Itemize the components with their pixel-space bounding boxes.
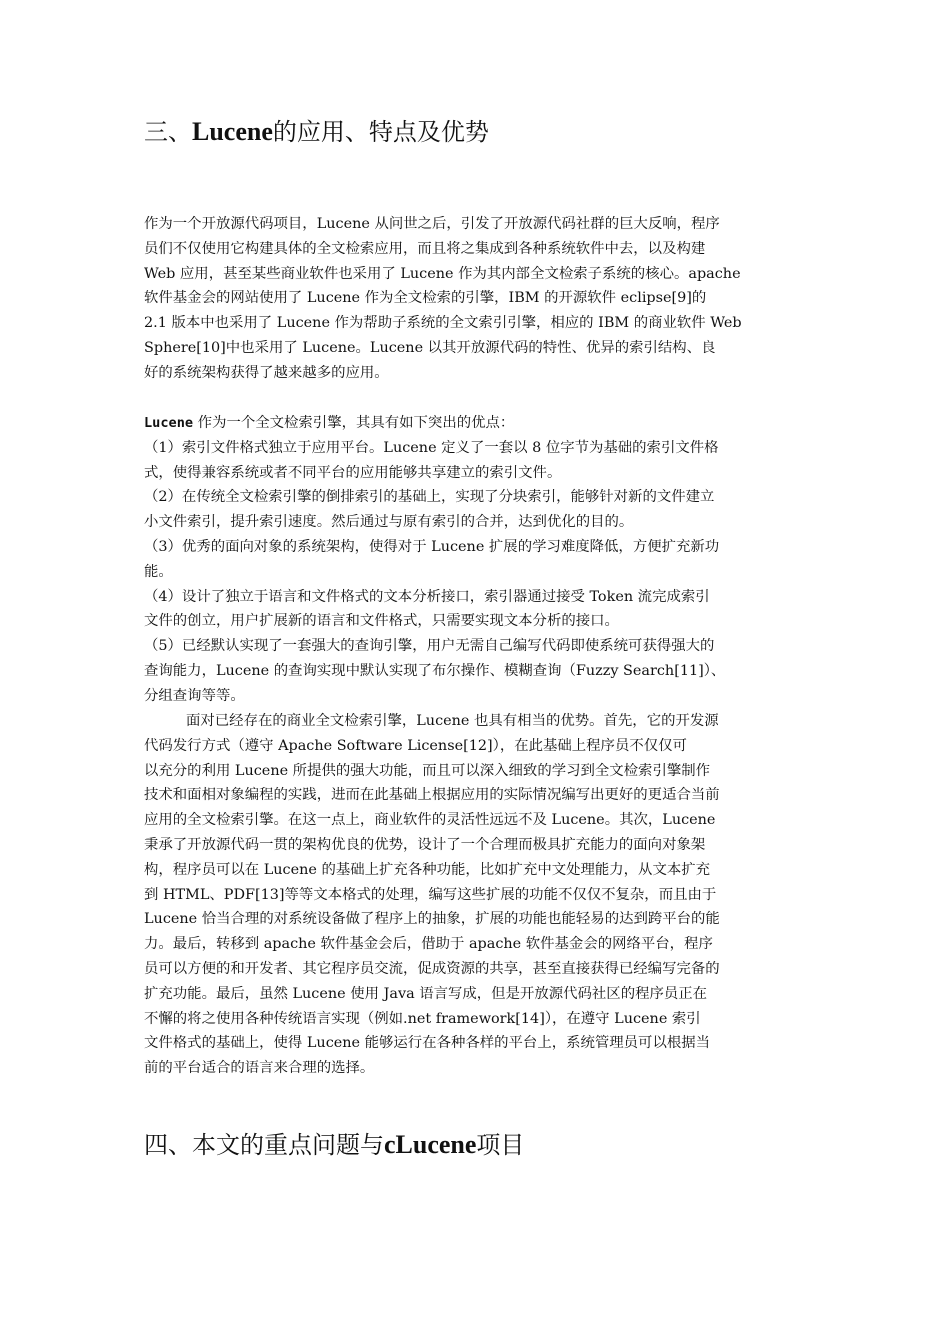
advantage-item-line: 文件的创立，用户扩展新的语言和文件格式，只需要实现文本分析的接口。 xyxy=(144,613,619,630)
advantage-item-line: （4）设计了独立于语言和文件格式的文本分析接口，索引器通过接受 Token 流完成索引 xyxy=(144,588,710,605)
section-heading-3 xyxy=(144,116,489,148)
advantages-intro xyxy=(144,411,808,436)
paragraph-line: Lucene 恰当合理的对系统设备做了程序上的抽象，扩展的功能也能轻易的达到跨平台的能 xyxy=(144,911,720,928)
paragraph-line: 员可以方便的和开发者、其它程序员交流，促成资源的共享，甚至直接获得已经编写完备的 xyxy=(144,960,720,977)
advantage-item-line: （5）已经默认实现了一套强大的查询引擎，用户无需自己编写代码即使系统可获得强大的 xyxy=(144,638,715,655)
section-3-title-latin: Lucene xyxy=(192,117,273,146)
advantage-item-line: 小文件索引，提升索引速度。然后通过与原有索引的合并，达到优化的目的。 xyxy=(144,514,634,531)
advantage-item-line: （2）在传统全文检索引擎的倒排索引的基础上，实现了分块索引，能够针对新的文件建立 xyxy=(144,489,715,506)
paragraph-line: 到 HTML、PDF[13]等等文本格式的处理，编写这些扩展的功能不仅仅不复杂，而且由于 xyxy=(144,886,717,903)
advantages-intro-text: 作为一个全文检索引擎，其具有如下突出的优点： xyxy=(193,415,515,431)
paragraph-line: Sphere[10]中也采用了 Lucene。Lucene 以其开放源代码的特性、优异的索引结构、良 xyxy=(144,339,716,356)
advantage-item-line: 式，使得兼容系统或者不同平台的应用能够共享建立的索引文件。 xyxy=(144,464,562,481)
advantage-item-line: （1）索引文件格式独立于应用平台。Lucene 定义了一套以 8 位字节为基础的索引文件格 xyxy=(144,439,719,456)
section-4-prefix: 四、本文的重点问题与 xyxy=(144,1131,384,1159)
paragraph-line: 不懈的将之使用各种传统语言实现（例如.net framework[14]），在遵守 Lucene 索引 xyxy=(144,1010,701,1027)
advantage-item-line: 查询能力，Lucene 的查询实现中默认实现了布尔操作、模糊查询（Fuzzy Search[11]）、 xyxy=(144,662,726,679)
paragraph-line: 以充分的利用 Lucene 所提供的强大功能，而且可以深入细致的学习到全文检索引擎制作 xyxy=(144,762,711,779)
paragraph-line: 扩充功能。最后，虽然 Lucene 使用 Java 语言写成，但是开放源代码社区的程序员正在 xyxy=(144,985,708,1002)
paragraph-line: 作为一个开放源代码项目，Lucene 从问世之后，引发了开放源代码社群的巨大反响，程序 xyxy=(144,216,720,232)
paragraph-lucene-applications xyxy=(144,212,808,386)
paragraph-line: 2.1 版本中也采用了 Lucene 作为帮助子系统的全文索引引擎，相应的 IBM 的商业软件 Web xyxy=(144,315,742,332)
paragraph-line: 前的平台适合的语言来合理的选择。 xyxy=(144,1060,375,1077)
paragraph-line: 秉承了开放源代码一贯的架构优良的优势，设计了一个合理而极具扩充能力的面向对象架 xyxy=(144,836,706,853)
paragraph-line: 好的系统架构获得了越来越多的应用。 xyxy=(144,364,389,381)
paragraph-line: 代码发行方式（遵守 Apache Software License[12]），在此基础上程序员不仅仅可 xyxy=(144,737,687,754)
paragraph-lucene-advantages xyxy=(144,411,808,709)
advantage-item-line: 能。 xyxy=(144,563,173,580)
paragraph-line: 构，程序员可以在 Lucene 的基础上扩充各种功能，比如扩充中文处理能力，从文本扩充 xyxy=(144,861,711,878)
section-3-number: 三、 xyxy=(144,118,192,146)
paragraph-line: Web 应用，甚至某些商业软件也采用了 Lucene 作为其内部全文检索子系统的核心。apache xyxy=(144,265,741,282)
paragraph-line: 员们不仅使用它构建具体的全文检索应用，而且将之集成到各种系统软件中去，以及构建 xyxy=(144,240,706,257)
paragraph-line: 软件基金会的网站使用了 Lucene 作为全文检索的引擎，IBM 的开源软件 eclipse[9]的 xyxy=(144,290,707,307)
advantage-item-line: （3）优秀的面向对象的系统架构，使得对于 Lucene 扩展的学习难度降低，方便扩充新功 xyxy=(144,538,720,555)
paragraph-line: 力。最后，转移到 apache 软件基金会后，借助于 apache 软件基金会的网络平台，程序 xyxy=(144,936,713,953)
paragraph-line: 应用的全文检索引擎。在这一点上，商业软件的灵活性远远不及 Lucene。其次，Lucene xyxy=(144,812,716,829)
paragraph-line: 文件格式的基础上，使得 Lucene 能够运行在各种各样的平台上，系统管理员可以根据当 xyxy=(144,1035,711,1052)
advantage-item-line: 分组查询等等。 xyxy=(144,687,245,704)
section-3-title-rest: 的应用、特点及优势 xyxy=(272,118,489,146)
section-4-title-rest: 项目 xyxy=(476,1131,525,1159)
advantages-intro-bold: Lucene xyxy=(144,415,194,431)
paragraph-line: 技术和面相对象编程的实践，进而在此基础上根据应用的实际情况编写出更好的更适合当前 xyxy=(144,787,720,804)
section-heading-4 xyxy=(144,1129,524,1161)
paragraph-commercial-comparison xyxy=(144,709,808,1081)
section-4-title-latin: cLucene xyxy=(384,1130,477,1159)
paragraph-line: 面对已经存在的商业全文检索引擎，Lucene 也具有相当的优势。首先，它的开发源 xyxy=(186,713,719,729)
